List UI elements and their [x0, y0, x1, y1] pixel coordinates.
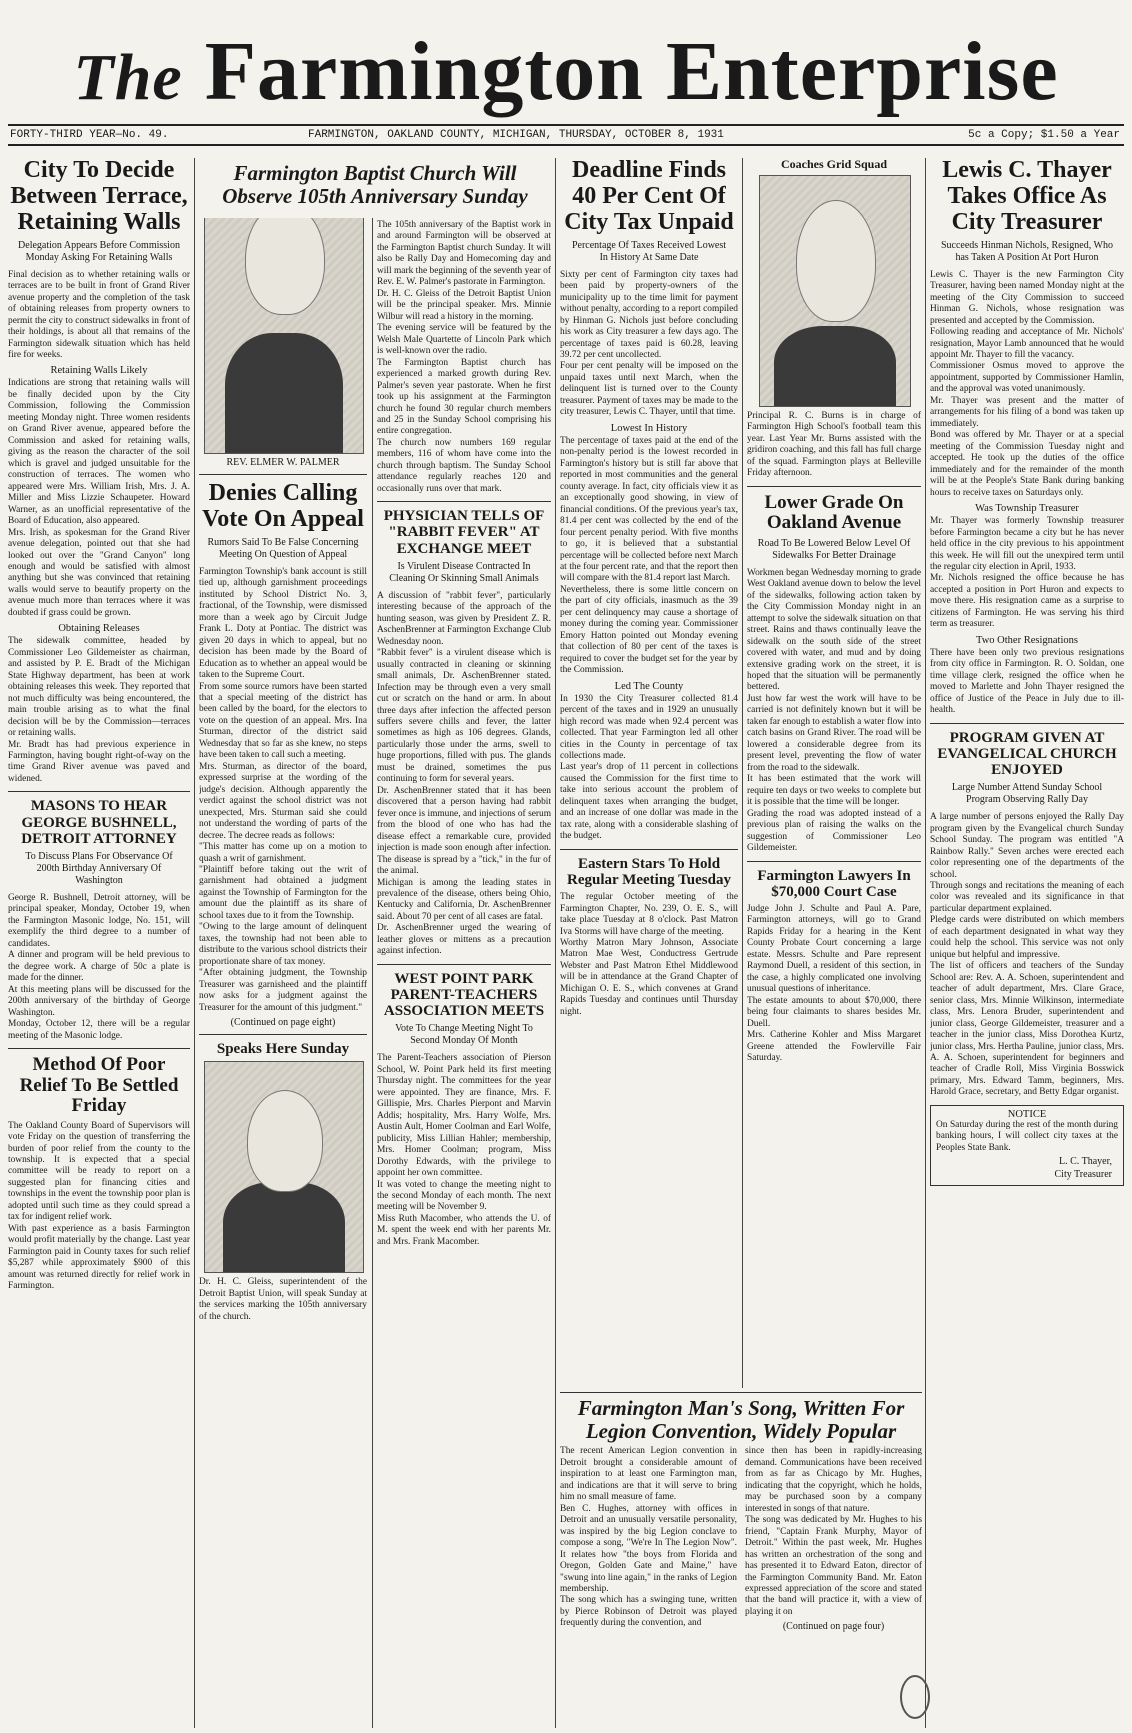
- continued-note: (Continued on page eight): [230, 1017, 336, 1029]
- paragraph: Mr. Nichols resigned the office because he has accepted a position in Port Huron and expects to move there. His resignation came as a surprise to citizens of Farmington. He was serving his third term as treasurer.: [930, 573, 1124, 630]
- paragraph: The sidewalk committee, headed by Commissioner Leo Gildemeister as chairman, and assisted by P. E. Bradt of the Michigan State Highway department, has been at work obtaining releases this week. They reported that not much difficulty was being encountered, the main trouble arising as to what the final decision will be by the Commission—terraces or retaining walls.: [8, 636, 190, 739]
- paragraph: Mrs. Catherine Kohler and Miss Margaret Greene attended the Fowlerville Fair Saturday.: [747, 1030, 921, 1063]
- photo-face: [245, 203, 325, 315]
- masthead-name: Farmington Enterprise: [204, 25, 1059, 118]
- headline-speaks-here: Speaks Here Sunday: [216, 1041, 350, 1058]
- paragraph: Commissioner Osmus moved to approve the appointment, supported by Commissioner Hamlin, and the approval was voted unanimously.: [930, 361, 1124, 395]
- subhead: Obtaining Releases: [58, 623, 140, 635]
- subhead: Retaining Walls Likely: [50, 365, 148, 377]
- headline-coaches: Coaches Grid Squad: [780, 158, 888, 171]
- paragraph: "This matter has come up on a motion to quash a writ of garnishment.: [199, 842, 367, 864]
- headline-denies-calling: Denies Calling Vote On Appeal: [202, 480, 364, 532]
- paragraph: Final decision as to whether retaining walls or terraces are to be built in front of Grand River avenue property and the completion of the task of obtaining releases from property owners to permit the city to construct sidewalks in front of their holdings, is about all that remains of the Farmington sidewalk situation which has held fire for weeks.: [8, 269, 190, 360]
- continued-note: (Continued on page four): [782, 1621, 885, 1633]
- paragraph: A large number of persons enjoyed the Rally Day program given by the Evangelical church Sunday School Sunday. The program was entitled "A Rainbow Rally." Seven arches were erected each color representing one of the departments of the school.: [930, 812, 1124, 880]
- subhead: Led The County: [614, 680, 684, 692]
- photo-figure: [225, 333, 343, 454]
- deck: Road To Be Lowered Below Level Of Sidewalks For Better Drainage: [757, 537, 911, 561]
- paragraph: The song was dedicated by Mr. Hughes to his friend, "Captain Frank Murphy, Mayor of Detroit." Within the past week, Mr. Hughes has written an orchestration of the song and has presented it to Edward Eaton, director of the Farmington Community Band. Mr. Eaton expressed appreciation of the score and stated that the band will practice it, with a view of playing it on: [745, 1515, 922, 1617]
- photo-principal-burns: [759, 175, 911, 407]
- column-5: [747, 158, 921, 1388]
- paragraph: Sixty per cent of Farmington city taxes had been paid by property-owners of the municipality up to the time limit for payment without penalty, according to a report compiled by Hinman G. Nichols just before concluding his work as City treasurer a few days ago. The percentage of taxes paid is 60.28, leaving 39.72 per cent uncollected.: [560, 269, 738, 360]
- headline-poor-relief: Method Of Poor Relief To Be Settled Friday: [19, 1054, 179, 1117]
- column-rule: [742, 158, 743, 1388]
- paragraph: Pledge cards were distributed on which members of each department designated in what way they could help the school. This service was not only unique but helpful and impressive.: [930, 915, 1124, 960]
- notice-signature: L. C. Thayer,: [1058, 1156, 1112, 1168]
- song-column: [745, 1446, 922, 1635]
- paragraph: A discussion of "rabbit fever", particularly interesting because of the approach of the hunting season, was given by President Z. R. AschenBrenner at Farmington Exchange Club Wednesday noon.: [377, 590, 551, 647]
- column-4: [560, 158, 738, 1388]
- deck: Delegation Appears Before Commission Monday Asking For Retaining Walls: [18, 239, 180, 263]
- paragraph: At this meeting plans will be discussed for the 200th anniversary of the birthday of George Washington.: [8, 984, 190, 1018]
- paragraph: The Parent-Teachers association of Pierson School, W. Point Park held its first meeting Thursday night. The committees for the year were appointed. They are finance, Mrs. F. Gillispie, Mrs. Charles Pierpont and Marvin Addis; hospitality, Mrs. Harry Wolfe, Mrs. Austin Ault, Homer Coolman and Earl Wolfe, publicity, Miss Lillian Hahler; membership, Mrs. Homer Coolman; program, Miss Dorothy Edwards, with the privilege to appoint her own committee.: [377, 1053, 551, 1179]
- paragraph: The percentage of taxes paid at the end of the non-penalty period is the lowest recorded in Farmington's history but is still far above that reported in most communities and the general county average. In fact, city officials view it as an exceptionally good showing, in view of financial conditions. Of the previous year's tax, 81.4 per cent was collected by the end of the four percent penalty period. With five months to go, it is believed that a substantial percentage will be collected before next March at the four percent rate, and that the report then will compare with the 81.4 report last March.: [560, 435, 738, 584]
- paragraph: Monday, October 12, there will be a regular meeting of the Masonic lodge.: [8, 1019, 190, 1041]
- masthead: [0, 22, 1132, 128]
- headline-deadline: Deadline Finds 40 Per Cent Of City Tax Unpaid: [564, 158, 734, 235]
- divider: [560, 849, 738, 850]
- paragraph: since then has been in rapidly-increasing demand. Communications have been received from as far as Chicago by Mr. Hughes, indicating that the copyright, which he holds, may be purchased soon by a company interested in songs of that nature.: [745, 1446, 922, 1514]
- paragraph: Principal R. C. Burns is in charge of Farmington High School's football team this year. Last Year Mr. Burns assisted with the gridiron coaching, and this fall has full charge of the squad. Farmington plays at Belleville Friday afternoon.: [747, 410, 921, 479]
- headline-baptist: Farmington Baptist Church Will Observe 105th Anniversary Sunday: [222, 161, 528, 208]
- photo-figure: [774, 326, 896, 407]
- paragraph: "Rabbit fever" is a virulent disease which is usually contracted in cleaning or skinning small animals, Dr. AschenBrenner stated. Infection may be through even a very small cut or scratch on the hand or arm. In about three days after infection the affected person suffers severe chills and fever, the latter sometimes as high as 106 degrees. Glands, particularly those under the arms, swell to huge proportions, filled with pus. The glands must be drained, sometimes the pus continuing to form for several years.: [377, 648, 551, 785]
- divider: [199, 474, 367, 475]
- paragraph: Four per cent penalty will be imposed on the unpaid taxes until next March, when the delinquent list is turned over to the County treasurer. Payment of taxes may be made to the city treasurer, Lewis C. Thayer, until that time.: [560, 361, 738, 418]
- headline-program: PROGRAM GIVEN AT EVANGELICAL CHURCH ENJOYED: [937, 729, 1117, 778]
- deck: To Discuss Plans For Observance Of 200th Birthday Anniversary Of Washington: [25, 850, 173, 886]
- paragraph: Bond was offered by Mr. Thayer or at a special meeting of the Commission Tuesday night and accepted. He took up the duties of the office immediately and for the remainder of the month will be at the People's State Bank during banking hours to receive taxes on Saturdays only.: [930, 430, 1124, 498]
- photo-figure: [223, 1182, 345, 1273]
- paragraph: Last year's drop of 11 percent in collections caused the Commission for the first time to take into serious account the problem of delinquent taxes when arranging the budget, and an increase of one dollar was made in the tax rate, along with a considerable slashing of the budget.: [560, 762, 738, 842]
- divider: [747, 861, 921, 862]
- paragraph: The list of officers and teachers of the Sunday School are: Rev. A. A. Schoen, superintendent and teacher of adult department, Mrs. Clare Grace, senior class, Mrs. Minnie Wilkinson, intermediate class, Mrs. Lenora Bruder, superintendent and junior class, George Gildemeister, treasurer and a teacher in the junior class, Miss Dorothea Kurtz, junior class, Mrs. Hertha Pauline, junior class, Mrs. A. A. Schoen, superintendent for beginners and teacher of Cradle Roll, Miss Virginia Bosswick primary, Mrs. Edward Tamm, beginners, Mrs. Harold Grace, secretary, and Betty Edgar organist.: [930, 961, 1124, 1098]
- song-story: [560, 1392, 922, 1729]
- column-rule: [925, 158, 926, 1728]
- paragraph: Mrs. Sturman, as director of the board, expressed surprise at the wording of the judge's decision. Although apparently the verdict against the school district was not unexpected, Mrs. Sturman said she could not understand the wording of parts of the decree. The decree reads as follows:: [199, 761, 367, 841]
- headline-city-decide: City To Decide Between Terrace, Retaining Walls: [10, 158, 188, 235]
- paragraph: The recent American Legion convention in Detroit brought a considerable amount of inspiration to at least one Farmington man, and indications are that it will serve to bring him no small measure of fame.: [560, 1446, 737, 1503]
- paragraph: Ben C. Hughes, attorney with offices in Detroit and an unusually versatile personality, was inspired by the big Legion conclave to compose a song, "We're In The Legion Now". It relates how "the boys from Florida and Oregon, Golden Gate and Maine," have "swung into line again," in the ranks of Legion membership.: [560, 1503, 737, 1594]
- paragraph: Farmington Township's bank account is still tied up, although garnishment proceedings instituted by School District No. 3, fractional, of the Township, were dismissed more than a week ago by Circuit Judge Frank L. Doty at Pontiac. The district was given 20 days in which to appeal, but no decision has been made by the Board of Education as to whether an appeal would be taken to the Supreme Court.: [199, 566, 367, 681]
- column-rule: [372, 158, 373, 1728]
- paragraph: The evening service will be featured by the Welsh Male Quartette of Lincoln Park which is well-known over the radio.: [377, 323, 551, 357]
- paragraph: Nevertheless, there is some little concern on the part of city officials, inasmuch as the 39 per cent delinquency may cause a shortage of money during the coming year. Commissioner Emory Hatton pointed out Monday evening that collection of 80 per cent of the taxes is required to cover the budget set for the year by the Commission.: [560, 584, 738, 676]
- paragraph: Worthy Matron Mary Johnson, Associate Matron Mae West, Conductress Gertrude Webster and Past Matron Ethel Middlewood will be in attendance at the Grand Chapter of Michigan O. E. S., which convenes at Grand Rapids Tuesday and continues until Thursday night.: [560, 938, 738, 1017]
- paragraph: Mr. Bradt has had previous experience in Farmington, having bought right-of-way on the time Grand River avenue was paved and widened.: [8, 739, 190, 784]
- column-1: [8, 158, 190, 1728]
- photo-face: [796, 200, 876, 322]
- column-3: [377, 158, 551, 1728]
- column-6: [930, 158, 1124, 1728]
- paragraph: A dinner and program will be held previous to the degree work. A charge of 50c a plate is made for the dinner.: [8, 950, 190, 984]
- headline-west-point: WEST POINT PARK PARENT-TEACHERS ASSOCIATION MEETS: [383, 970, 545, 1020]
- paragraph: Grading the road was adopted instead of a previous plan of raising the walks on the suggestion of Commissioner Leo Gildemeister.: [747, 808, 921, 854]
- paragraph: George R. Bushnell, Detroit attorney, will be principal speaker, Monday, October 19, when the Farmington Masonic lodge, No. 151, will exemplify the third degree to a number of candidates.: [8, 892, 190, 949]
- headline-eastern-stars: Eastern Stars To Hold Regular Meeting Tuesday: [567, 855, 731, 888]
- paragraph: Dr. AschenBrenner urged the wearing of leather gloves or mittens as a precaution against infection.: [377, 923, 551, 957]
- paragraph: Mrs. Irish, as spokesman for the Grand River avenue delegation, pointed out that she had looked out over the "Grand Canyon" long enough and would be satisfied with almost anything but she was convinced that retaining walls would serve to beautify property on the avenue much more than terraces where it was doubted if grass could be grown.: [8, 527, 190, 618]
- paragraph: Miss Ruth Macomber, who attends the U. of M. spent the week end with her parents Mr. and Mrs. Frank Macomber.: [377, 1213, 551, 1247]
- deck: Rumors Said To Be False Concerning Meeting On Question of Appeal: [207, 536, 359, 560]
- paragraph: The regular October meeting of the Farmington Chapter, No. 239, O. E. S., will take place Tuesday at 8 o'clock. Past Matron Iva Storms will have charge of the meeting.: [560, 892, 738, 937]
- divider: [377, 964, 551, 965]
- paragraph: Judge John J. Schulte and Paul A. Pare, Farmington attorneys, will go to Grand Rapids Friday for a hearing in the Kent County Probate Court concerning a large estate. Messrs. Schulte and Pare represent Raymond Duell, a resident of this section, in the case, a highly complicated one involving unusual questions of inheritance.: [747, 903, 921, 995]
- paragraph: "Owing to the large amount of delinquent taxes, the township had not been able to distribute to the various school districts their proportionate share of tax money.: [199, 922, 367, 967]
- paragraph: Workmen began Wednesday morning to grade West Oakland avenue down to below the level of the sidewalks, following action taken by the City Commission Monday night in an attempt to solve the sidewalk situation on that street. Rains and thaws continually leave the sidewalk on the south side of the street covered with water, and mud and by doing extensive grading work on the street, it is hoped that the situation will be permanently bettered.: [747, 567, 921, 693]
- subhead: Two Other Resignations: [976, 634, 1078, 646]
- paragraph: "Plaintiff before taking out the writ of garnishment had obtained a judgment against the Township of Farmington for the amount due the plaintiff as its share of school taxes due to it from the Township.: [199, 865, 367, 921]
- headline-lower-grade: Lower Grade On Oakland Avenue: [764, 491, 904, 534]
- subhead: Was Township Treasurer: [975, 503, 1079, 515]
- volume-number: FORTY-THIRD YEAR—No. 49.: [10, 129, 169, 141]
- notice-text: On Saturday during the rest of the month during banking hours, I will collect city taxes at the Peoples State Bank.: [936, 1119, 1118, 1153]
- column-2: [199, 158, 367, 1728]
- deck: Is Virulent Disease Contracted In Cleaning Or Skinning Small Animals: [389, 560, 539, 584]
- paragraph: The 105th anniversary of the Baptist work in and around Farmington will be observed at the Farmington Baptist church Sunday. It will also be Rally Day and Homecoming day and will mark the beginning of the seventh year of Rev. E. W. Palmer's pastorate in Farmington.: [377, 220, 551, 288]
- photo-caption: REV. ELMER W. PALMER: [226, 457, 340, 468]
- divider: [377, 501, 551, 502]
- paragraph: Mr. Thayer was present and the matter of arrangements for his filing of a bond was taken up immediately.: [930, 395, 1124, 429]
- headline-lawyers: Farmington Lawyers In $70,000 Court Case: [757, 867, 911, 900]
- dateline: [8, 124, 1124, 146]
- handwritten-mark: [900, 1675, 930, 1719]
- photo-caption: Dr. H. C. Gleiss, superintendent of the Detroit Baptist Union, will speak Sunday at the services marking the 105th anniversary of the church.: [199, 1277, 367, 1322]
- paragraph: It has been estimated that the work will require ten days or two weeks to complete but it is possible that the time will be longer.: [747, 774, 921, 808]
- divider: [930, 723, 1124, 724]
- notice-signature-title: City Treasurer: [1054, 1169, 1112, 1181]
- baptist-headline: [196, 158, 554, 218]
- paragraph: The estate amounts to about $70,000, there being four claimants to shares besides Mr. Duell.: [747, 995, 921, 1029]
- deck: Vote To Change Meeting Night To Second Monday Of Month: [395, 1023, 533, 1047]
- paragraph: Indications are strong that retaining walls will be finally decided upon by the City Commission, following the Commission meeting Monday night. Three women residents on Grand River avenue, appeared before the Commission and asked for retaining walls, giving as the reason the character of the soil which is gravel and judged unsuitable for the construction of terraces. The women who appeared were Mrs. William Irish, Mrs. J. A. Miller and Miss Lizzie Schaupeter. Howard Warner, as an unofficial representative of the Board of Education, also appeared.: [8, 378, 190, 527]
- paragraph: Through songs and recitations the meaning of each color was revealed and its significance in that particular department explained.: [930, 880, 1124, 914]
- paragraph: "After obtaining judgment, the Township Treasurer was garnisheed and the plaintiff now asks for a judgment against the Treasurer for the amount of this judgment.": [199, 968, 367, 1013]
- headline-masons: MASONS TO HEAR GEORGE BUSHNELL, DETROIT ATTORNEY: [21, 798, 177, 847]
- divider: [747, 486, 921, 487]
- place-date: FARMINGTON, OAKLAND COUNTY, MICHIGAN, THURSDAY, OCTOBER 8, 1931: [308, 129, 724, 141]
- paragraph: The church now numbers 169 regular members, 116 of whom have come into the church through baptism. The Sunday School attendance regularly reaches 120 and occasionally runs over that mark.: [377, 437, 551, 494]
- photo-dr-gleiss: [204, 1061, 364, 1273]
- subhead: Lowest In History: [610, 422, 688, 434]
- headline-thayer: Lewis C. Thayer Takes Office As City Treasurer: [942, 158, 1112, 235]
- column-rule: [194, 158, 195, 1728]
- paragraph: In 1930 the City Treasurer collected 81.4 percent of the taxes and in 1929 an unusually high record was made when 92.4 percent was collected. That year Farmington led all other cities in the County in percentage of tax collections made.: [560, 693, 738, 761]
- paragraph: The Oakland County Board of Supervisors will vote Friday on the question of transferring the burden of poor relief from the county to the township. It is expected that a special committee will be ready to report on a suggested plan for financing cities and townships in the event the township poor plan is adopted until such time as they could spread a tax for indigent relief work.: [8, 1120, 190, 1223]
- paragraph: Michigan is among the leading states in prevalence of the disease, others being Ohio, Kentucky and California, Dr. AschenBrenner said. About 70 per cent of all cases are fatal.: [377, 877, 551, 922]
- song-columns: [560, 1446, 922, 1635]
- notice-box: [930, 1105, 1124, 1186]
- divider: [8, 791, 190, 792]
- paragraph: Following reading and acceptance of Mr. Nichols' resignation, Mayor Lamb announced that he would appoint Mr. Thayer to fill the vacancy.: [930, 327, 1124, 360]
- paragraph: The song which has a swinging tune, written by Pierce Robinson of Detroit was played frequently during the convention, and: [560, 1595, 737, 1629]
- deck: Large Number Attend Sunday School Program Observing Rally Day: [951, 782, 1103, 806]
- masthead-the: The: [73, 41, 183, 114]
- paragraph: Just how far west the work will have to be carried is not definitely known but it will be taken far enough to establish a water flow into catch basins on Grand River. The road will be lowered a considerable degree from its present level, preventing the flow of water from the road to the sidewalk.: [747, 693, 921, 773]
- photo-face: [247, 1090, 323, 1192]
- column-rule: [555, 158, 556, 1728]
- notice-title: NOTICE: [1007, 1108, 1047, 1120]
- headline-song: Farmington Man's Song, Written For Legion Convention, Widely Popular: [577, 1396, 905, 1443]
- paragraph: With past experience as a basis Farmington would profit materially by the change. Last year Farmington paid in County taxes for such relief $5,287 while approximately $900 of this amount was returned directly for relief work in Farmington.: [8, 1223, 190, 1292]
- paragraph: It was voted to change the meeting night to the second Monday of each month. The next meeting will be November 9.: [377, 1179, 551, 1213]
- price: 5c a Copy; $1.50 a Year: [968, 129, 1120, 141]
- paragraph: Mr. Thayer was formerly Township treasurer before Farmington became a city but he has never held office in the city previous to his appointment this week. He will fill out the unexpired term until the regular city election in April, 1933.: [930, 516, 1124, 572]
- deck: Succeeds Hinman Nichols, Resigned, Who has Taken A Position At Port Huron: [940, 239, 1113, 263]
- divider: [199, 1034, 367, 1035]
- paragraph: Dr. AschenBrenner stated that it has been discovered that a person having had rabbit fever once is immune, and injections of serum from the blood of one who has had the disease effect a remarkable cure, provided injection is made soon enough after infection. The disease is spread by a "tick," in the fur of the animal.: [377, 785, 551, 877]
- headline-physician: PHYSICIAN TELLS OF "RABBIT FEVER" AT EXCHANGE MEET: [383, 508, 545, 557]
- divider: [8, 1048, 190, 1049]
- paragraph: From some source rumors have been started that a special meeting of the district has been called by the board, for the electors to vote on the question of an appeal. Mrs. Ina Sturman, director of the district said Wednesday that so far as she knew, no steps have been taken to call such a meeting.: [199, 681, 367, 761]
- paragraph: There have been only two previous resignations from city office in Farmington. R. O. Soldan, one time village clerk, resigned the office when he moved to Marlette and John Thayer resigned the office of Justice of the Peace in July due to ill-health.: [930, 647, 1124, 716]
- deck: Percentage Of Taxes Received Lowest In History At Same Date: [571, 239, 727, 263]
- paragraph: Lewis C. Thayer is the new Farmington City Treasurer, having been named Monday night at the meeting of the City Commission to succeed Hinman G. Nichols, whose resignation was presented and accepted by the Commission.: [930, 269, 1124, 326]
- paragraph: The Farmington Baptist church has experienced a marked growth during Rev. Palmer's seven year pastorate. When he first took up his assignment at the Farmington church he found 30 regular church members and 25 in the Sunday School comprising his entire congregation.: [377, 357, 551, 437]
- song-column: [560, 1446, 737, 1635]
- paragraph: Dr. H. C. Gleiss of the Detroit Baptist Union will be the principal speaker. Mrs. Minnie Wilbur will read a history in the morning.: [377, 288, 551, 322]
